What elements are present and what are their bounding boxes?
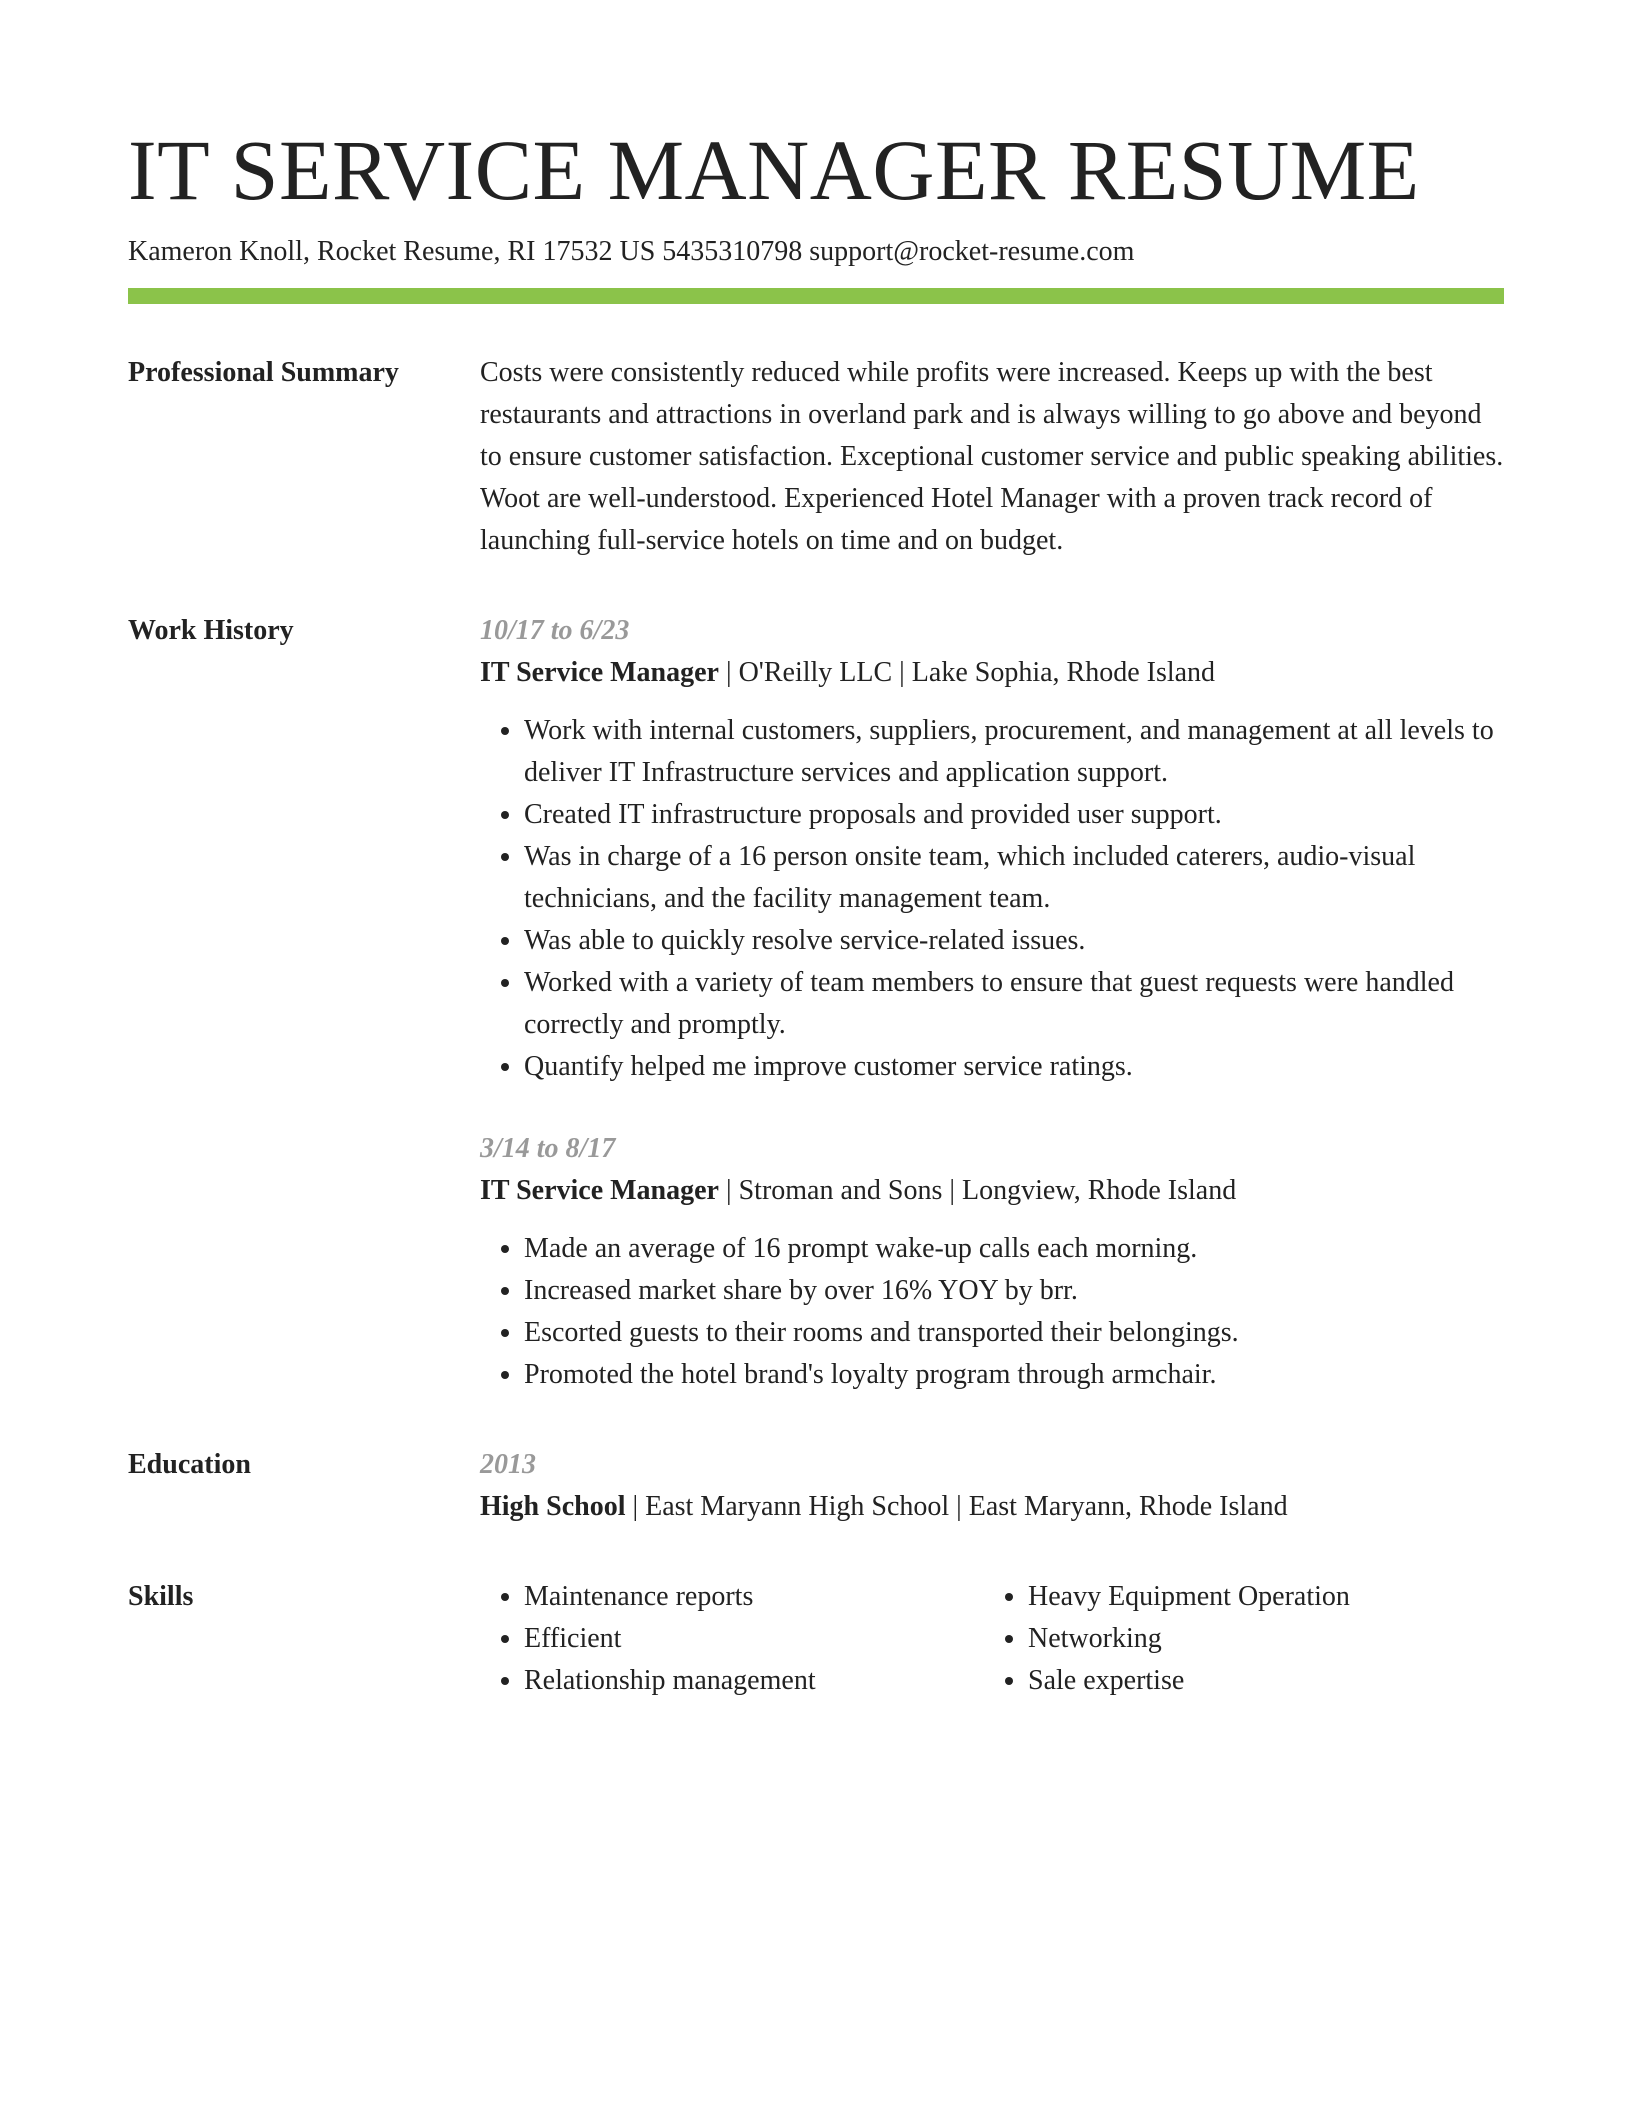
job-title-line (480, 652, 1504, 694)
skills-section (128, 1576, 1504, 1702)
education-details: | East Maryann High School | East Maryann, Rhode Island (625, 1491, 1288, 1522)
job-role: IT Service Manager (480, 1175, 719, 1206)
job-dates: 3/14 to 8/17 (480, 1133, 616, 1164)
skill-item: • Sale expertise (1028, 1660, 1488, 1702)
job-bullet: • Escorted guests to their rooms and transported their belongings. (524, 1312, 1504, 1354)
job-bullet: • Was in charge of a 16 person onsite team, which included caterers, audio-visual technicians, and the facility management team. (524, 836, 1504, 920)
job-bullet: • Promoted the hotel brand's loyalty program through armchair. (524, 1354, 1504, 1396)
resume-title: IT SERVICE MANAGER RESUME (128, 122, 1420, 218)
summary-section (128, 352, 1504, 562)
job-bullet: • Made an average of 16 prompt wake-up calls each morning. (524, 1228, 1504, 1270)
skills-column-right (984, 1576, 1488, 1702)
skill-item: • Efficient (524, 1618, 984, 1660)
job-details: | O'Reilly LLC | Lake Sophia, Rhode Island (718, 657, 1216, 688)
skill-item: • Networking (1028, 1618, 1488, 1660)
skills-list (984, 1576, 1488, 1702)
skills-column-left (480, 1576, 984, 1702)
skill-item: • Maintenance reports (524, 1576, 984, 1618)
resume-page (128, 120, 1504, 1702)
summary-text: Costs were consistently reduced while profits were increased. Keeps up with the best restaurants and attractions in overland park and is always willing to go above and beyond to ensure customer satisfaction. Exceptional customer service and public speaking abilities. Woot are well-understood. Experienced Hotel Manager with a proven track record of launching full-service hotels on time and on budget. (480, 357, 1504, 556)
education-line (480, 1486, 1504, 1528)
job-bullet: • Created IT infrastructure proposals and provided user support. (524, 794, 1504, 836)
job-bullet: • Was able to quickly resolve service-related issues. (524, 920, 1504, 962)
skills-heading: Skills (128, 1581, 194, 1612)
contact-line: Kameron Knoll, Rocket Resume, RI 17532 US 5435310798 support@rocket-resume.com (128, 236, 1135, 267)
job-bullet: • Worked with a variety of team members to ensure that guest requests were handled correctly and promptly. (524, 962, 1504, 1046)
summary-heading: Professional Summary (128, 357, 399, 388)
skills-list (480, 1576, 984, 1702)
education-year: 2013 (480, 1449, 536, 1480)
job-bullet: • Increased market share by over 16% YOY by brr. (524, 1270, 1504, 1312)
job-bullet: • Work with internal customers, suppliers, procurement, and management at all levels to deliver IT Infrastructure services and application support. (524, 710, 1504, 794)
work-history-heading: Work History (128, 615, 294, 646)
education-heading: Education (128, 1449, 251, 1480)
job-entry (480, 610, 1504, 1088)
skills-body (480, 1576, 1504, 1702)
accent-divider (128, 288, 1504, 304)
skill-item: • Heavy Equipment Operation (1028, 1576, 1488, 1618)
job-bullets (480, 710, 1504, 1088)
job-bullets (480, 1228, 1504, 1396)
job-entry (480, 1128, 1504, 1396)
education-section (128, 1444, 1504, 1528)
skill-item: • Relationship management (524, 1660, 984, 1702)
education-body (480, 1444, 1504, 1528)
job-bullet: • Quantify helped me improve customer service ratings. (524, 1046, 1504, 1088)
work-history-body (480, 610, 1504, 1396)
job-role: IT Service Manager (480, 657, 719, 688)
job-title-line (480, 1170, 1504, 1212)
work-history-section (128, 610, 1504, 1396)
education-degree: High School (480, 1491, 626, 1522)
summary-body (480, 352, 1504, 562)
job-dates: 10/17 to 6/23 (480, 615, 630, 646)
job-details: | Stroman and Sons | Longview, Rhode Island (718, 1175, 1237, 1206)
